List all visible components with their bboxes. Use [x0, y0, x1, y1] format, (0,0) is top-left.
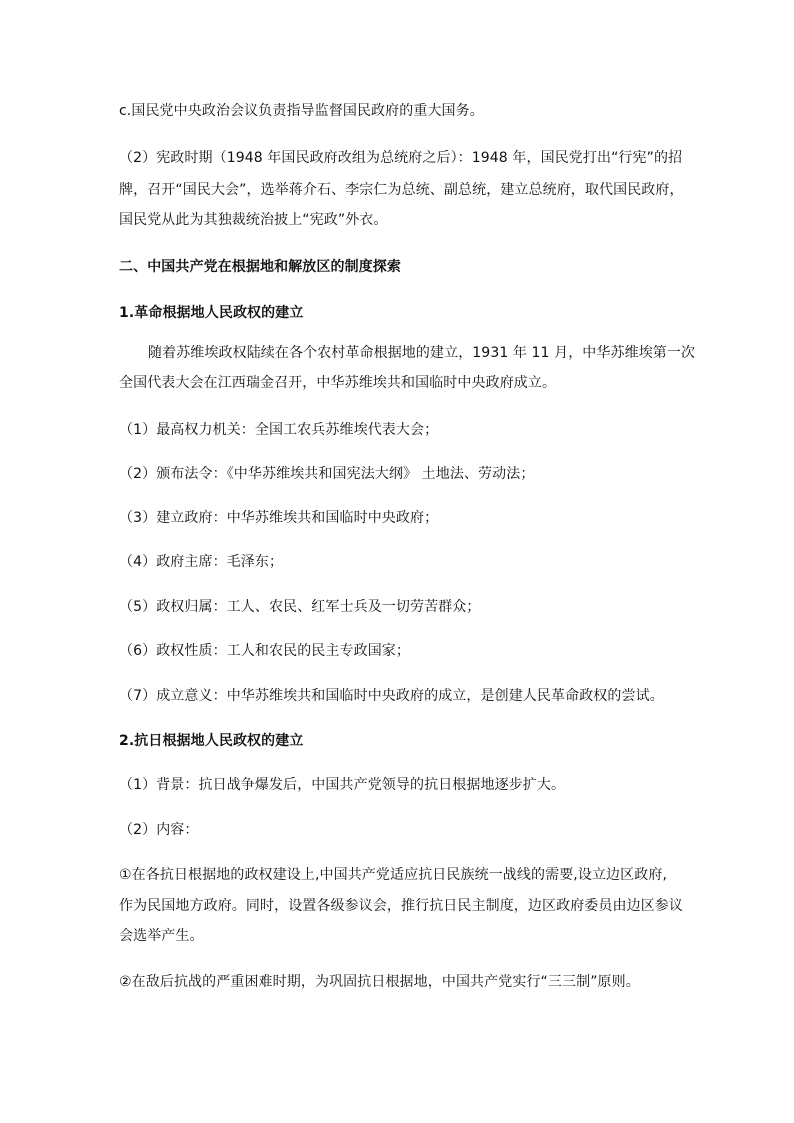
text-line: 国民党从此为其独裁统治披上“宪政”外衣。 [119, 212, 388, 228]
list-item: （1）背景：抗日战争爆发后，中国共产党领导的抗日根据地逐步扩大。 [119, 777, 566, 793]
text-line: ①在各抗日根据地的政权建设上,中国共产党适应抗日民族统一战线的需要,设立边区政府, [119, 867, 667, 883]
list-item: （2）内容： [119, 822, 199, 838]
list-item: （3）建立政府：中华苏维埃共和国临时中央政府； [119, 510, 439, 526]
list-item: （4）政府主席：毛泽东； [119, 554, 284, 570]
subsection-heading: 2.抗日根据地人民政权的建立 [119, 733, 304, 749]
list-item: （7）成立意义：中华苏维埃共和国临时中央政府的成立，是创建人民革命政权的尝试。 [119, 688, 664, 704]
text-line: 作为民国地方政府。同时，设置各级参议会，推行抗日民主制度，边区政府委员由边区参议 [119, 898, 683, 914]
text-line: （2）宪政时期（1948 年国民政府改组为总统府之后）：1948 年，国民党打出“行宪”的招 [119, 150, 683, 166]
text-line: 会选举产生。 [119, 928, 204, 944]
list-item: （6）政权性质：工人和农民的民主专政国家； [119, 643, 411, 659]
text-line: 牌，召开“国民大会”，选举蒋介石、李宗仁为总统、副总统，建立总统府，取代国民政府， [119, 182, 684, 198]
text-line: c.国民党中央政治会议负责指导监督国民政府的重大国务。 [119, 103, 484, 119]
list-item: （5）政权归属：工人、农民、红军士兵及一切劳苦群众； [119, 599, 481, 615]
section-heading: 二、中国共产党在根据地和解放区的制度探索 [119, 259, 401, 275]
list-item: （1）最高权力机关：全国工农兵苏维埃代表大会； [119, 422, 439, 438]
text-line: 随着苏维埃政权陆续在各个农村革命根据地的建立，1931 年 11 月，中华苏维埃第一次 [148, 345, 696, 361]
text-line: ②在敌后抗战的严重困难时期，为巩固抗日根据地，中国共产党实行“三三制”原则。 [119, 974, 640, 990]
subsection-heading: 1.革命根据地人民政权的建立 [119, 305, 304, 321]
text-line: 全国代表大会在江西瑞金召开，中华苏维埃共和国临时中央政府成立。 [119, 375, 557, 391]
list-item: （2）颁布法令：《中华苏维埃共和国宪法大纲》 土地法、劳动法； [119, 466, 535, 482]
